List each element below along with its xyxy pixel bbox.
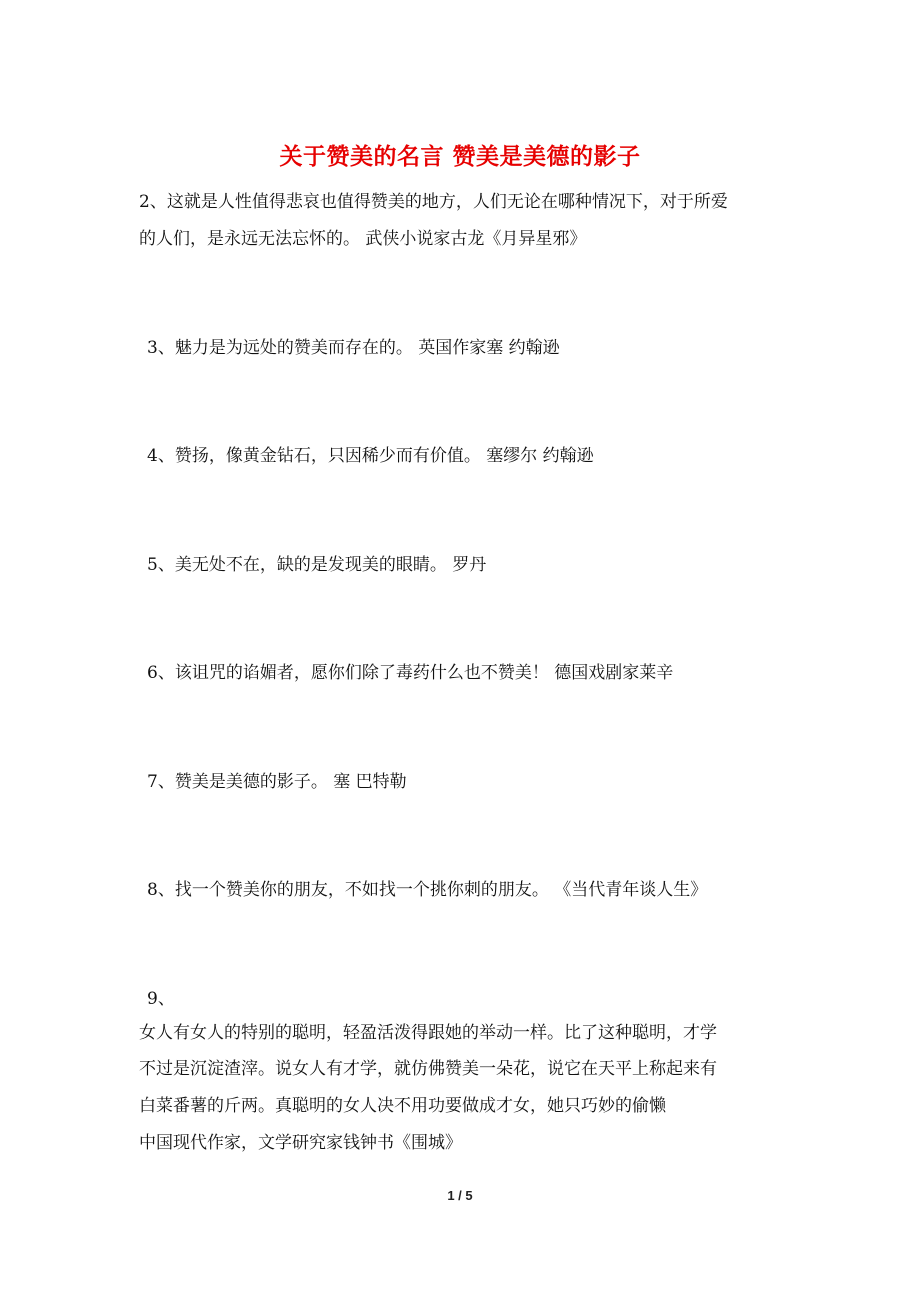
quote-9-line-2: 不过是沉淀渣滓。说女人有才学，就仿佛赞美一朵花，说它在天平上称起来有 — [139, 1059, 717, 1079]
quote-9-line-3: 白菜番薯的斤两。真聪明的女人决不用功要做成才女，她只巧妙的偷懒 — [139, 1096, 666, 1116]
quote-7: 7、赞美是美德的影子。 塞 巴特勒 — [147, 772, 407, 792]
quote-6: 6、该诅咒的谄媚者，愿你们除了毒药什么也不赞美！ 德国戏剧家莱辛 — [147, 663, 674, 683]
quote-9-line-1: 女人有女人的特别的聪明，轻盈活泼得跟她的举动一样。比了这种聪明，才学 — [139, 1023, 717, 1043]
quote-9-number: 9、 — [147, 989, 175, 1009]
quote-2-line-2: 的人们，是永远无法忘怀的。 武侠小说家古龙《月异星邪》 — [139, 229, 587, 249]
page-indicator: 1 / 5 — [447, 1188, 473, 1203]
document-title: 关于赞美的名言 赞美是美德的影子 — [279, 144, 641, 170]
quote-5: 5、美无处不在，缺的是发现美的眼睛。 罗丹 — [147, 555, 487, 575]
quote-9-attribution: 中国现代作家，文学研究家钱钟书《围城》 — [139, 1133, 462, 1153]
quote-2-line-1: 2、这就是人性值得悲哀也值得赞美的地方，人们无论在哪种情况下，对于所爱 — [139, 192, 728, 212]
quote-3: 3、魅力是为远处的赞美而存在的。 英国作家塞 约翰逊 — [147, 338, 560, 358]
quote-8: 8、找一个赞美你的朋友，不如找一个挑你刺的朋友。 《当代青年谈人生》 — [147, 880, 708, 900]
quote-4: 4、赞扬，像黄金钻石，只因稀少而有价值。 塞缪尔 约翰逊 — [147, 446, 594, 466]
